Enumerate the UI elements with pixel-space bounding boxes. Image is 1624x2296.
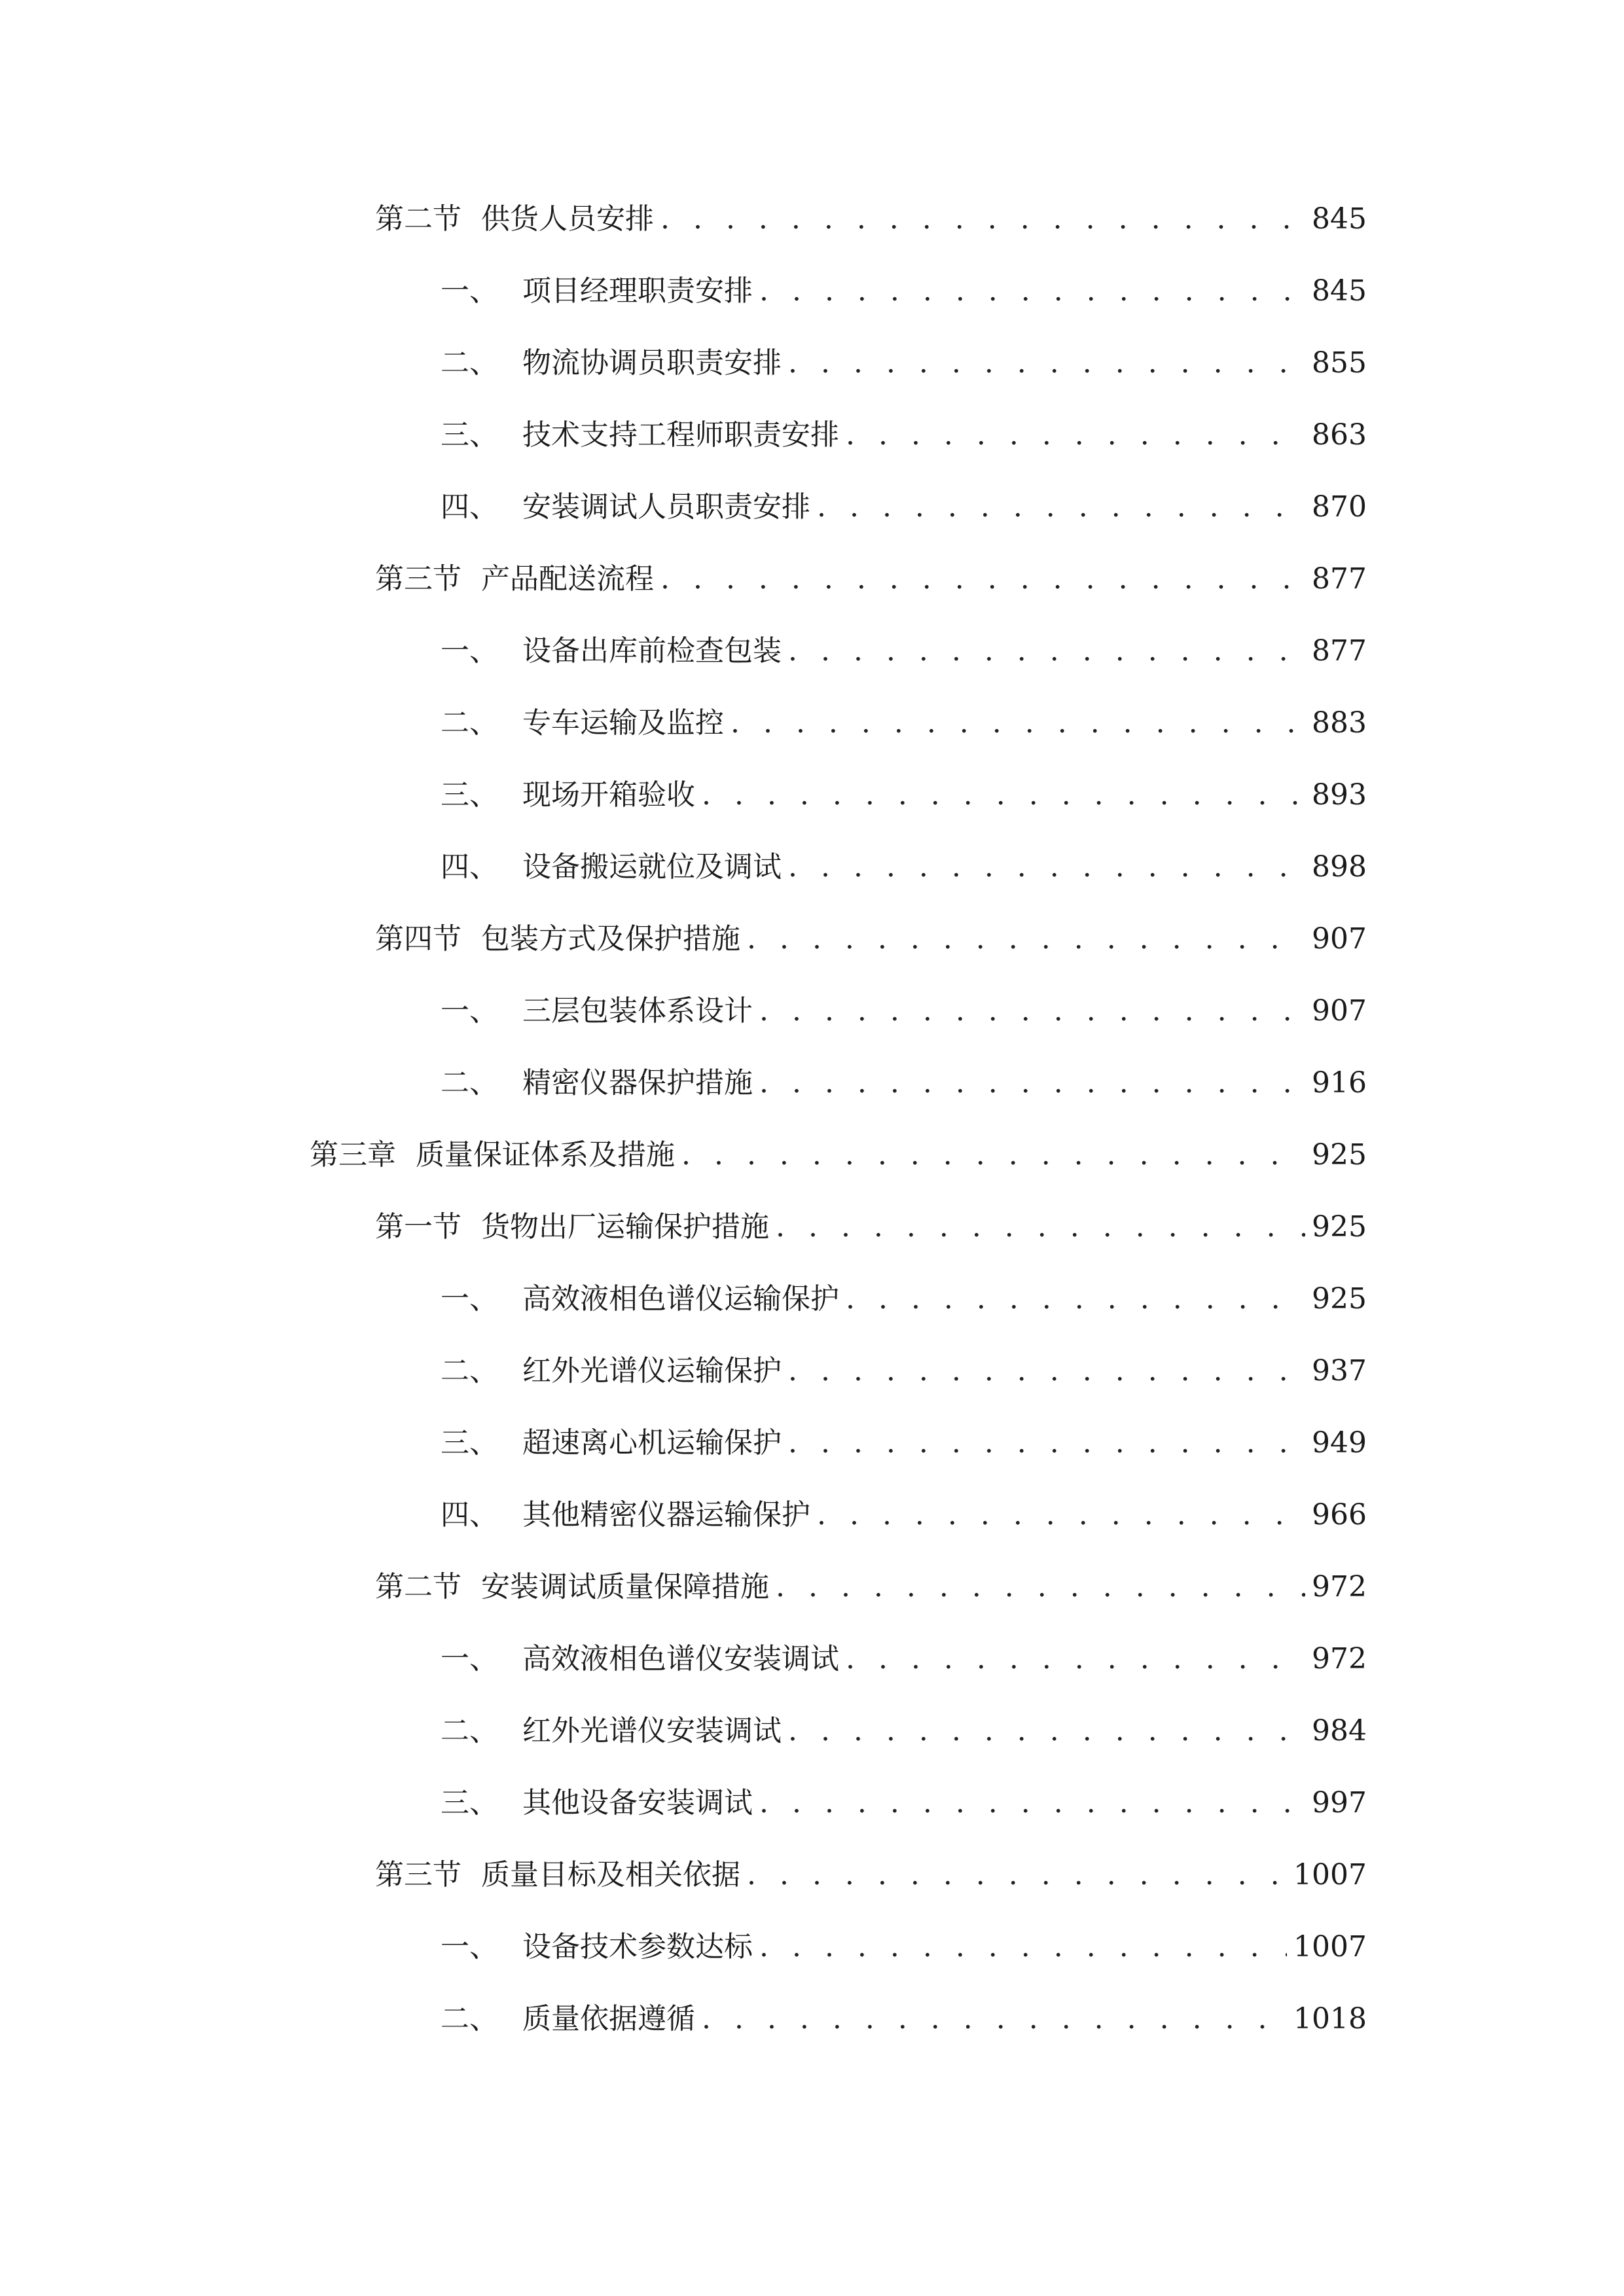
toc-entry-title: 设备技术参数达标 — [522, 1930, 753, 1964]
toc-entry[interactable] — [375, 1204, 1367, 1250]
toc-entry-title: 物流协调员职责安排 — [522, 346, 782, 380]
toc-entry-number: 一、 — [441, 634, 498, 668]
toc-entry[interactable] — [441, 268, 1367, 314]
toc-entry-title: 红外光谱仪安装调试 — [522, 1714, 782, 1748]
toc-entry-page: 972 — [1312, 1642, 1367, 1676]
toc-entry-page: 984 — [1312, 1714, 1367, 1748]
toc-entry-page: 937 — [1312, 1354, 1367, 1388]
dot-leader — [788, 844, 1305, 890]
dot-leader — [788, 628, 1305, 674]
toc-entry-title: 技术支持工程师职责安排 — [522, 418, 839, 452]
toc-entry-title: 其他精密仪器运输保护 — [522, 1498, 810, 1532]
toc-entry-number: 四、 — [441, 1498, 498, 1532]
dot-leader — [788, 1420, 1305, 1466]
toc-entry[interactable] — [441, 1420, 1367, 1466]
toc-entry-page: 863 — [1312, 418, 1367, 452]
toc-entry-page: 907 — [1312, 922, 1367, 956]
dot-leader — [846, 1636, 1305, 1682]
toc-entry-page: 870 — [1312, 490, 1367, 524]
dot-leader — [776, 1204, 1305, 1250]
toc-entry-number: 第二节 — [375, 1570, 461, 1604]
toc-entry-number: 第四节 — [375, 922, 461, 956]
toc-entry-title: 设备出库前检查包装 — [522, 634, 782, 668]
toc-entry-number: 第三章 — [310, 1138, 396, 1172]
dot-leader — [776, 1564, 1305, 1610]
toc-entry-title: 其他设备安装调试 — [522, 1786, 753, 1820]
dot-leader — [788, 340, 1305, 386]
dot-leader — [846, 1276, 1305, 1322]
toc-entry-page: 898 — [1312, 850, 1367, 884]
dot-leader — [817, 484, 1305, 530]
dot-leader — [702, 772, 1305, 818]
toc-entry-page: 907 — [1312, 994, 1367, 1028]
toc-entry[interactable] — [441, 1996, 1367, 2042]
toc-entry-number: 一、 — [441, 274, 498, 308]
toc-entry[interactable] — [441, 1492, 1367, 1538]
dot-leader — [731, 700, 1305, 746]
toc-entry-page: 893 — [1312, 778, 1367, 812]
toc-entry[interactable] — [441, 1636, 1367, 1682]
toc-entry-page: 855 — [1312, 346, 1367, 380]
toc-entry-page: 877 — [1312, 634, 1367, 668]
toc-entry-title: 质量保证体系及措施 — [416, 1138, 675, 1172]
toc-entry[interactable] — [441, 700, 1367, 746]
toc-entry-title: 高效液相色谱仪安装调试 — [522, 1642, 839, 1676]
toc-entry-page: 966 — [1312, 1498, 1367, 1532]
dot-leader — [759, 1780, 1305, 1826]
toc-entry-number: 二、 — [441, 706, 498, 740]
toc-entry[interactable] — [441, 844, 1367, 890]
toc-entry-number: 二、 — [441, 1066, 498, 1100]
toc-entry-title: 专车运输及监控 — [522, 706, 724, 740]
toc-entry-title: 三层包装体系设计 — [522, 994, 753, 1028]
toc-entry[interactable] — [375, 1852, 1367, 1898]
toc-entry-number: 三、 — [441, 1786, 498, 1820]
toc-entry-number: 三、 — [441, 418, 498, 452]
toc-entry-number: 三、 — [441, 1426, 498, 1460]
dot-leader — [788, 1348, 1305, 1394]
toc-entry[interactable] — [441, 772, 1367, 818]
toc-entry-page: 845 — [1312, 202, 1367, 236]
toc-entry[interactable] — [441, 988, 1367, 1034]
toc-entry-number: 二、 — [441, 1354, 498, 1388]
toc-entry-title: 超速离心机运输保护 — [522, 1426, 782, 1460]
dot-leader — [846, 412, 1305, 458]
toc-entry-page: 916 — [1312, 1066, 1367, 1100]
toc-entry[interactable] — [441, 1348, 1367, 1394]
toc-entry[interactable] — [441, 340, 1367, 386]
toc-entry-number: 四、 — [441, 850, 498, 884]
toc-entry-number: 一、 — [441, 994, 498, 1028]
toc-entry[interactable] — [441, 1780, 1367, 1826]
toc-entry-title: 产品配送流程 — [481, 562, 654, 596]
toc-entry[interactable] — [375, 916, 1367, 962]
toc-entry-number: 第二节 — [375, 202, 461, 236]
toc-entry-number: 二、 — [441, 346, 498, 380]
toc-entry-title: 设备搬运就位及调试 — [522, 850, 782, 884]
toc-entry-number: 一、 — [441, 1642, 498, 1676]
dot-leader — [660, 196, 1305, 242]
dot-leader — [759, 1060, 1305, 1106]
toc-entry-title: 货物出厂运输保护措施 — [481, 1210, 769, 1244]
toc-entry-number: 第三节 — [375, 562, 461, 596]
dot-leader — [759, 268, 1305, 314]
toc-entry-number: 第三节 — [375, 1858, 461, 1892]
dot-leader — [747, 916, 1305, 962]
toc-entry[interactable] — [441, 1276, 1367, 1322]
dot-leader — [660, 556, 1305, 602]
toc-entry[interactable] — [310, 1132, 1367, 1178]
toc-entry-title: 红外光谱仪运输保护 — [522, 1354, 782, 1388]
toc-entry-page: 883 — [1312, 706, 1367, 740]
toc-entry[interactable] — [375, 1564, 1367, 1610]
toc-entry-number: 第一节 — [375, 1210, 461, 1244]
toc-entry[interactable] — [441, 1060, 1367, 1106]
dot-leader — [759, 1924, 1287, 1970]
toc-entry-page: 1007 — [1293, 1930, 1367, 1964]
toc-entry-title: 安装调试质量保障措施 — [481, 1570, 769, 1604]
toc-entry-page: 1018 — [1293, 2002, 1367, 2036]
toc-entry-number: 二、 — [441, 1714, 498, 1748]
toc-entry[interactable] — [441, 1924, 1367, 1970]
toc-entry-page: 997 — [1312, 1786, 1367, 1820]
dot-leader — [702, 1996, 1287, 2042]
toc-entry-page: 925 — [1312, 1282, 1367, 1316]
toc-entry-title: 包装方式及保护措施 — [481, 922, 740, 956]
toc-entry[interactable] — [375, 196, 1367, 242]
toc-entry-title: 现场开箱验收 — [522, 778, 695, 812]
dot-leader — [759, 988, 1305, 1034]
toc-entry-page: 925 — [1312, 1210, 1367, 1244]
toc-entry-title: 质量依据遵循 — [522, 2002, 695, 2036]
toc-entry[interactable] — [375, 556, 1367, 602]
toc-entry-title: 精密仪器保护措施 — [522, 1066, 753, 1100]
toc-entry-number: 二、 — [441, 2002, 498, 2036]
toc-entry-page: 845 — [1312, 274, 1367, 308]
toc-entry-page: 1007 — [1293, 1858, 1367, 1892]
toc-entry-page: 877 — [1312, 562, 1367, 596]
toc-entry-number: 四、 — [441, 490, 498, 524]
toc-entry-title: 安装调试人员职责安排 — [522, 490, 810, 524]
toc-entry-number: 一、 — [441, 1930, 498, 1964]
toc-entry[interactable] — [441, 412, 1367, 458]
toc-entry[interactable] — [441, 484, 1367, 530]
toc-entry[interactable] — [441, 628, 1367, 674]
toc-entry-page: 949 — [1312, 1426, 1367, 1460]
toc-entry-title: 高效液相色谱仪运输保护 — [522, 1282, 839, 1316]
dot-leader — [788, 1708, 1305, 1754]
toc-entry[interactable] — [441, 1708, 1367, 1754]
dot-leader — [747, 1852, 1287, 1898]
dot-leader — [817, 1492, 1305, 1538]
toc-entry-title: 质量目标及相关依据 — [481, 1858, 740, 1892]
toc-entry-page: 925 — [1312, 1138, 1367, 1172]
toc-entry-number: 三、 — [441, 778, 498, 812]
toc-entry-page: 972 — [1312, 1570, 1367, 1604]
dot-leader — [681, 1132, 1305, 1178]
toc-entry-title: 供货人员安排 — [481, 202, 654, 236]
toc-entry-number: 一、 — [441, 1282, 498, 1316]
toc-entry-title: 项目经理职责安排 — [522, 274, 753, 308]
